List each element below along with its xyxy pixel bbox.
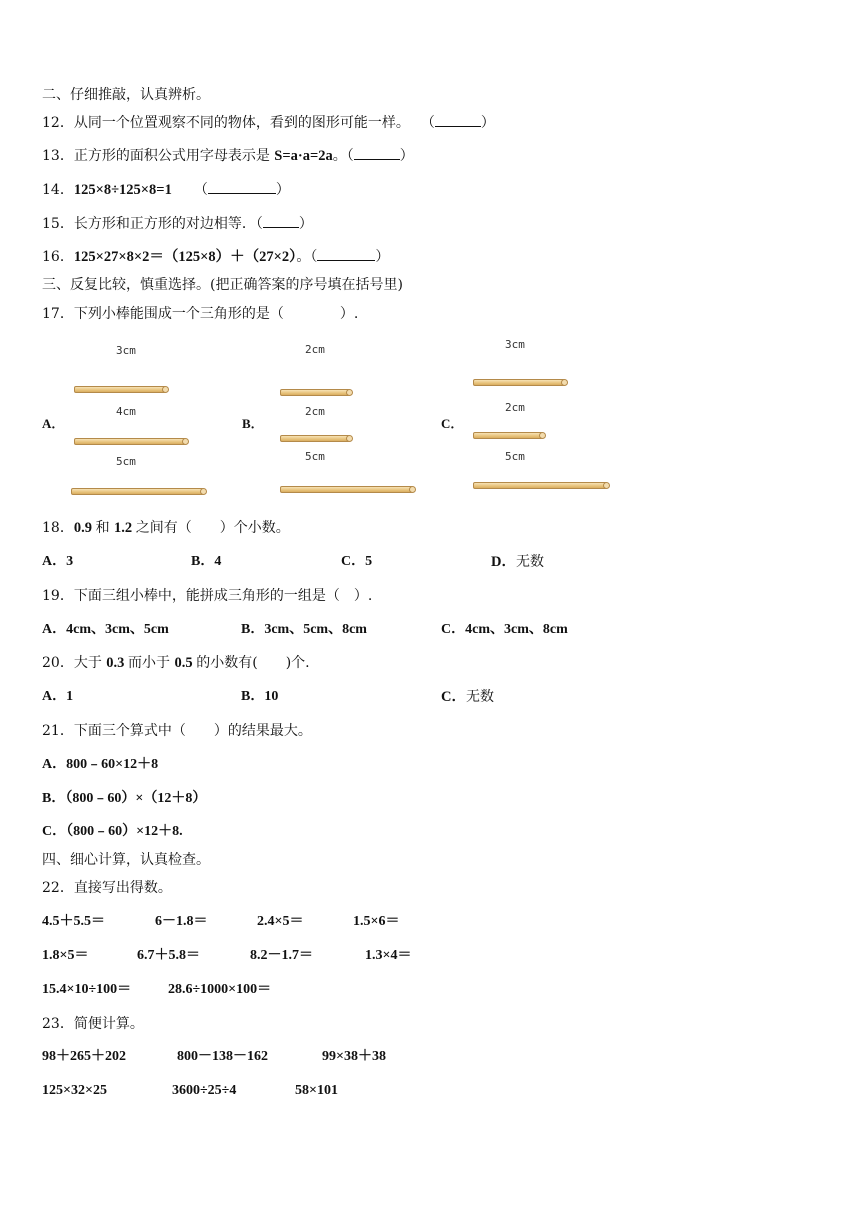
q22-item: 1.3×4＝ [365, 948, 412, 963]
question-14 [42, 181, 290, 199]
stick-label: 5cm [305, 450, 325, 463]
q12-answer-blank[interactable] [435, 114, 481, 127]
q14-close-paren: ） [275, 182, 290, 198]
stick [473, 379, 565, 386]
q21-option-a[interactable]: A．800﹣60×12＋8 [42, 757, 159, 772]
q16-close-paren: ） [375, 249, 390, 265]
q18-value-1: 0.9 [73, 520, 96, 536]
q19-option-a[interactable]: A．4cm、3cm、5cm [42, 622, 169, 637]
q18-option-a[interactable]: A．3 [42, 554, 74, 569]
q14-number: 14． [42, 182, 74, 198]
q20-option-c[interactable] [441, 688, 494, 706]
stick [280, 486, 413, 493]
q20-text-1: 大于 [73, 655, 107, 671]
stick [473, 432, 543, 439]
q13-number: 13． [42, 148, 74, 164]
q23-item: 98＋265＋202 [42, 1049, 126, 1064]
q19-number: 19． [42, 588, 74, 604]
q21-text: 下面三个算式中（ ）的结果最大。 [73, 723, 312, 739]
q17-option-c-letter: C． [441, 416, 464, 431]
question-18 [42, 519, 290, 537]
q20-option-c-letter: C． [441, 689, 466, 705]
q15-close-paren: ） [298, 216, 313, 232]
q20-value-1: 0.3 [106, 655, 129, 671]
q20-number: 20． [42, 655, 74, 671]
stick [74, 386, 166, 393]
q12-close-paren: ） [480, 115, 495, 131]
question-13 [42, 147, 414, 165]
question-15 [42, 215, 313, 233]
stick-label: 5cm [505, 450, 525, 463]
question-23 [42, 1015, 144, 1033]
q22-item: 4.5＋5.5＝ [42, 914, 105, 929]
question-22 [42, 879, 172, 897]
question-12 [42, 114, 495, 132]
question-17 [42, 305, 358, 323]
q23-item: 99×38＋38 [322, 1049, 386, 1064]
q23-item: 800－138－162 [177, 1049, 268, 1064]
q17-option-a-letter: A． [42, 416, 65, 431]
q13-close-paren: ） [399, 148, 414, 164]
q12-open-paren: （ [427, 115, 435, 131]
q19-option-c[interactable]: C．4cm、3cm、8cm [441, 622, 568, 637]
stick [71, 488, 204, 495]
stick [473, 482, 607, 489]
question-16 [42, 248, 389, 266]
stick-label: 4cm [116, 405, 136, 418]
q13-text: 正方形的面积公式用字母表示是 [73, 148, 275, 164]
stick-label: 3cm [116, 344, 136, 357]
q22-item: 6.7＋5.8＝ [137, 948, 200, 963]
q21-option-b[interactable]: B．（800﹣60）×（12＋8） [42, 791, 207, 806]
stick-label: 2cm [305, 405, 325, 418]
q20-option-c-text: 无数 [465, 689, 494, 705]
q22-item: 28.6÷1000×100＝ [168, 982, 272, 997]
q19-text: 下面三组小棒中，能拼成三角形的一组是（ ）. [73, 588, 373, 604]
stick-label: 2cm [305, 343, 325, 356]
q22-item: 6－1.8＝ [155, 914, 208, 929]
question-21 [42, 722, 312, 740]
q22-item: 1.8×5＝ [42, 948, 89, 963]
section-4-heading: 四、细心计算，认真检查。 [42, 852, 210, 868]
q18-option-d-text: 无数 [515, 554, 544, 570]
q22-item: 8.2－1.7＝ [250, 948, 313, 963]
section-2-heading: 二、仔细推敲，认真辨析。 [42, 87, 210, 103]
question-20 [42, 654, 310, 672]
q20-text-2: 而小于 [128, 655, 175, 671]
stick [74, 438, 186, 445]
q12-number: 12． [42, 115, 74, 131]
q22-item: 1.5×6＝ [353, 914, 400, 929]
stick [280, 389, 350, 396]
q17-number: 17． [42, 306, 74, 322]
q18-option-d[interactable] [491, 553, 544, 571]
q20-text-3: 的小数有( )个. [196, 655, 310, 671]
q15-answer-blank[interactable] [263, 215, 299, 228]
q19-option-b[interactable]: B．3cm、5cm、8cm [241, 622, 367, 637]
q15-number: 15． [42, 216, 74, 232]
q18-text: 之间有（ ）个小数。 [135, 520, 290, 536]
q18-option-c[interactable]: C．5 [341, 554, 373, 569]
q13-tail: 。（ [332, 148, 354, 164]
q12-text: 从同一个位置观察不同的物体，看到的图形可能一样。 [73, 115, 410, 131]
q23-text: 简便计算。 [73, 1016, 144, 1032]
q22-item: 2.4×5＝ [257, 914, 304, 929]
q14-answer-blank[interactable] [208, 181, 276, 194]
q14-open-paren: （ [193, 182, 208, 198]
q20-value-2: 0.5 [174, 655, 197, 671]
q16-tail: 。（ [296, 249, 318, 265]
q20-option-b[interactable]: B．10 [241, 689, 279, 704]
stick [280, 435, 350, 442]
q14-formula: 125×8÷125×8=1 [73, 182, 172, 198]
stick-label: 5cm [116, 455, 136, 468]
q21-number: 21． [42, 723, 74, 739]
q17-text: 下列小棒能围成一个三角形的是（ [73, 306, 284, 322]
section-3-heading: 三、反复比较，慎重选择。(把正确答案的序号填在括号里) [42, 277, 403, 293]
q17-close-paren: ）. [339, 306, 359, 322]
q22-item: 15.4×10÷100＝ [42, 982, 132, 997]
q18-number: 18． [42, 520, 74, 536]
q23-number: 23． [42, 1016, 74, 1032]
q15-text: 长方形和正方形的对边相等．（ [73, 216, 263, 232]
q16-answer-blank[interactable] [317, 248, 375, 261]
q23-item: 58×101 [295, 1083, 338, 1098]
question-19 [42, 587, 372, 605]
q21-option-c[interactable]: C．（800﹣60）×12＋8. [42, 824, 183, 839]
q22-text: 直接写出得数。 [73, 880, 172, 896]
q18-option-b[interactable]: B．4 [191, 554, 222, 569]
q13-formula: S=a·a=2a [274, 148, 333, 164]
q22-number: 22． [42, 880, 74, 896]
stick-label: 2cm [505, 401, 525, 414]
q13-answer-blank[interactable] [354, 147, 400, 160]
q16-number: 16． [42, 249, 74, 265]
q16-formula: 125×27×8×2＝（125×8）＋（27×2） [73, 249, 297, 265]
q20-option-a[interactable]: A．1 [42, 689, 74, 704]
q18-value-2: 1.2 [114, 520, 136, 536]
q23-item: 125×32×25 [42, 1083, 107, 1098]
stick-label: 3cm [505, 338, 525, 351]
q18-option-d-letter: D． [491, 554, 516, 570]
q17-option-b-letter: B． [242, 416, 264, 431]
q18-and: 和 [95, 520, 115, 536]
q23-item: 3600÷25÷4 [172, 1083, 237, 1098]
